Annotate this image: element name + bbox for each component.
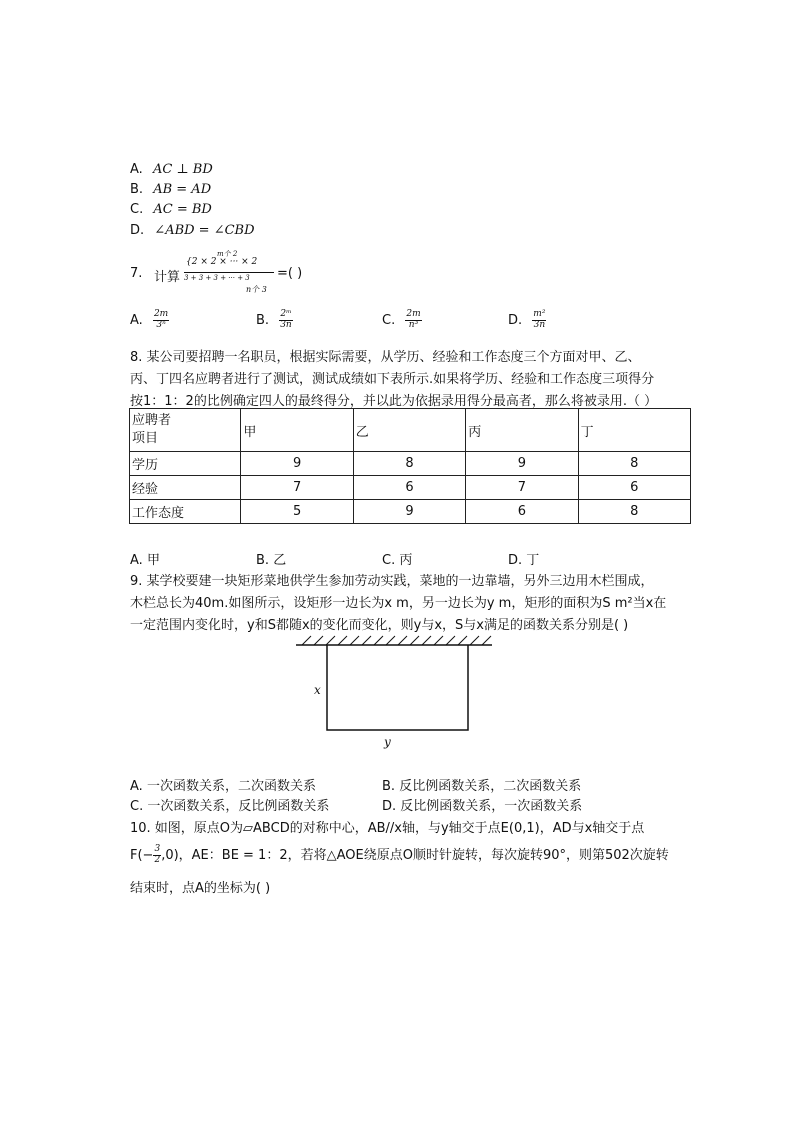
row-label: 工作态度 xyxy=(130,500,241,524)
q6-option-a[interactable]: A. AC ⊥ BD xyxy=(130,162,213,177)
q9-option-c[interactable]: C. 一次函数关系，反比例函数关系 xyxy=(130,799,330,814)
q9-garden-figure xyxy=(296,634,496,750)
q9-option-b[interactable]: B. 反比例函数关系，二次函数关系 xyxy=(382,779,582,794)
table-cell: 5 xyxy=(241,500,353,524)
q8-option-d[interactable]: D. 丁 xyxy=(508,553,540,568)
q8-option-a[interactable]: A. 甲 xyxy=(130,553,160,568)
x-side-label: x xyxy=(314,683,321,697)
table-corner-cell: 应聘者 项目 xyxy=(130,409,241,452)
table-row xyxy=(130,476,691,500)
q10-line2: F(− $\frac{3}{2}$ ,0)，AE：BE = 1：2，若将△AOE绕原点O顺时针旋转，每次旋转90°，则第502次旋转 xyxy=(130,844,669,865)
table-header-cell: 丙 xyxy=(466,409,578,452)
q7-fraction-bar xyxy=(184,272,274,273)
table-cell: 7 xyxy=(241,476,353,500)
q6-option-b[interactable]: B. AB = AD xyxy=(130,182,212,197)
row-label: 学历 xyxy=(130,452,241,476)
table-header-cell: 乙 xyxy=(353,409,465,452)
table-header-cell: 丁 xyxy=(578,409,690,452)
table-cell: 9 xyxy=(353,500,465,524)
table-cell: 8 xyxy=(578,500,690,524)
fence-rectangle xyxy=(327,645,468,730)
q7-option-d[interactable]: D. $\frac{\text{m²}}{3n}$ xyxy=(508,309,546,330)
q9-option-d[interactable]: D. 反比例函数关系，一次函数关系 xyxy=(382,799,583,814)
y-side-label: y xyxy=(384,735,391,749)
q7-option-c[interactable]: C. $\frac{2m}{\text{n³}}$ xyxy=(382,309,421,330)
table-cell: 9 xyxy=(241,452,353,476)
q6-option-c[interactable]: C. AC = BD xyxy=(130,202,212,217)
table-row xyxy=(130,452,691,476)
table-cell: 6 xyxy=(353,476,465,500)
q7-option-b[interactable]: B. $\frac{\text{2ᵐ}}{3n}$ xyxy=(256,309,292,330)
table-cell: 6 xyxy=(466,500,578,524)
table-cell: 9 xyxy=(466,452,578,476)
q8-option-b[interactable]: B. 乙 xyxy=(256,553,287,568)
table-cell: 8 xyxy=(353,452,465,476)
table-header-row xyxy=(130,409,691,452)
table-cell: 8 xyxy=(578,452,690,476)
q6-option-d[interactable]: D. ∠ABD = ∠CBD xyxy=(130,223,255,238)
wall-hatching xyxy=(296,636,492,645)
q9-option-a[interactable]: A. 一次函数关系，二次函数关系 xyxy=(130,779,316,794)
table-row xyxy=(130,500,691,524)
row-label: 经验 xyxy=(130,476,241,500)
table-cell: 6 xyxy=(578,476,690,500)
q8-option-c[interactable]: C. 丙 xyxy=(382,553,413,568)
table-header-cell: 甲 xyxy=(241,409,353,452)
table-cell: 7 xyxy=(466,476,578,500)
score-table xyxy=(129,408,691,524)
q7-option-a[interactable]: A. $\frac{2m}{\text{3ⁿ}}$ xyxy=(130,309,169,330)
